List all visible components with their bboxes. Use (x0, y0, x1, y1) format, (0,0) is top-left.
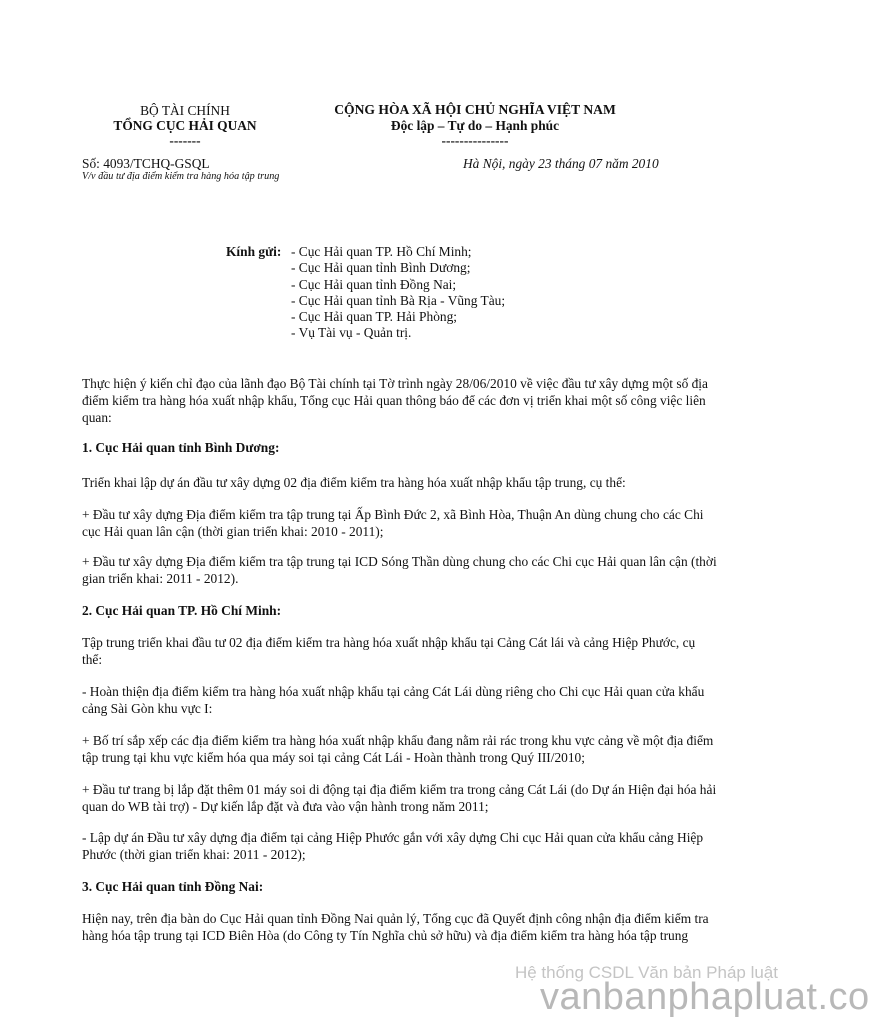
national-motto: Độc lập – Tự do – Hạnh phúc (390, 117, 560, 133)
recipients-list (291, 244, 505, 342)
section-3-title: 3. Cục Hải quan tỉnh Đồng Nai: (82, 879, 264, 894)
recipient-item: - Vụ Tài vụ - Quản trị. (291, 325, 412, 341)
recipient-item: - Cục Hải quan TP. Hồ Chí Minh; (291, 244, 472, 259)
recipient-item: - Cục Hải quan tỉnh Bà Rịa - Vũng Tàu; (291, 292, 506, 308)
recipient-item: - Cục Hải quan TP. Hải Phòng; (291, 309, 458, 325)
watermark-caption: Hệ thống CSDL Văn bản Pháp luật (514, 963, 778, 982)
document-subject: V/v đầu tư địa điểm kiểm tra hàng hóa tập trung (82, 171, 280, 182)
republic-title: CỘNG HÒA XÃ HỘI CHỦ NGHĨA VIỆT NAM (334, 102, 616, 117)
left-header (90, 103, 280, 148)
recipients-label: Kính gửi: (226, 244, 282, 259)
section-2-title: 2. Cục Hải quan TP. Hồ Chí Minh: (82, 603, 282, 618)
section-1-title: 1. Cục Hải quan tỉnh Bình Dương: (82, 440, 280, 455)
watermark-site: vanbanphapluat.co (540, 976, 870, 1018)
left-header-rule: ------- (169, 133, 201, 148)
section-1-paragraph-2: + Đầu tư xây dựng Địa điểm kiểm tra tập trung tại Ấp Bình Đức 2, xã Bình Hòa, Thuận An dùng chung cho các Chi cục Hải quan lân cận (thời gian triển khai: 2010 - 2011); (82, 507, 704, 539)
recipient-item: - Cục Hải quan tỉnh Đồng Nai; (291, 276, 457, 292)
section-2-paragraph-2: - Hoàn thiện địa điểm kiểm tra hàng hóa xuất nhập khẩu tại cảng Cát Lái dùng riêng cho Chi cục Hải quan cửa khẩu cảng Sài Gòn khu vực I: (82, 684, 705, 716)
section-1-paragraph-1: Triển khai lập dự án đầu tư xây dựng 02 địa điểm kiểm tra hàng hóa xuất nhập khẩu tập trung, cụ thể: (82, 475, 626, 490)
section-2-paragraph-3: + Bố trí sắp xếp các địa điểm kiểm tra hàng hóa xuất nhập khẩu đang nằm rải rác trong khu vực cảng về một địa điểm tập trung tại khu vực kiểm hóa qua máy soi tại cảng Cát Lái - Hoàn thành trong Quý III/2010; (82, 733, 714, 765)
section-2-paragraph-5: - Lập dự án Đầu tư xây dựng địa điểm tại cảng Hiệp Phước gắn với xây dựng Chi cục Hải quan cửa khẩu cảng Hiệp Phước (thời gian triển khai: 2011 - 2012); (82, 830, 704, 862)
section-2-paragraph-1: Tập trung triển khai đầu tư 02 địa điểm kiểm tra hàng hóa xuất nhập khẩu tại Cảng Cát lái và cảng Hiệp Phước, cụ thể: (82, 635, 696, 667)
ministry-name: BỘ TÀI CHÍNH (140, 103, 230, 118)
department-name: TỔNG CỤC HẢI QUAN (113, 118, 257, 133)
document-number: Số: 4093/TCHQ-GSQL (82, 156, 210, 171)
recipient-item: - Cục Hải quan tỉnh Bình Dương; (291, 260, 471, 276)
section-1-paragraph-3: + Đầu tư xây dựng Địa điểm kiểm tra tập trung tại ICD Sóng Thần dùng chung cho các Chi cục Hải quan lân cận (thời gian triển khai: 2011 - 2012). (82, 554, 717, 586)
place-date: Hà Nội, ngày 23 tháng 07 năm 2010 (463, 156, 659, 171)
section-3-paragraph-1: Hiện nay, trên địa bàn do Cục Hải quan tỉnh Đồng Nai quản lý, Tổng cục đã Quyết định công nhận địa điểm kiểm tra hàng hóa tập trung tại ICD Biên Hòa (do Công ty Tín Nghĩa chủ sở hữu) và địa điểm kiểm tra hàng hóa tập trung (82, 911, 709, 943)
section-2-paragraph-4: + Đầu tư trang bị lắp đặt thêm 01 máy soi di động tại địa điểm kiểm tra trong cảng Cát Lái (do Dự án Hiện đại hóa hải quan do WB tài trợ) - Dự kiến lắp đặt và đưa vào vận hành trong năm 2011; (82, 782, 717, 814)
intro-paragraph: Thực hiện ý kiến chỉ đạo của lãnh đạo Bộ Tài chính tại Tờ trình ngày 28/06/2010 về việc đầu tư xây dựng một số địa điểm kiểm tra hàng hóa xuất nhập khẩu, Tổng cục Hải quan thông báo để các đơn vị triển khai một số công việc liên quan: (82, 376, 708, 425)
right-header-rule: --------------- (441, 133, 509, 148)
right-header (300, 102, 650, 149)
